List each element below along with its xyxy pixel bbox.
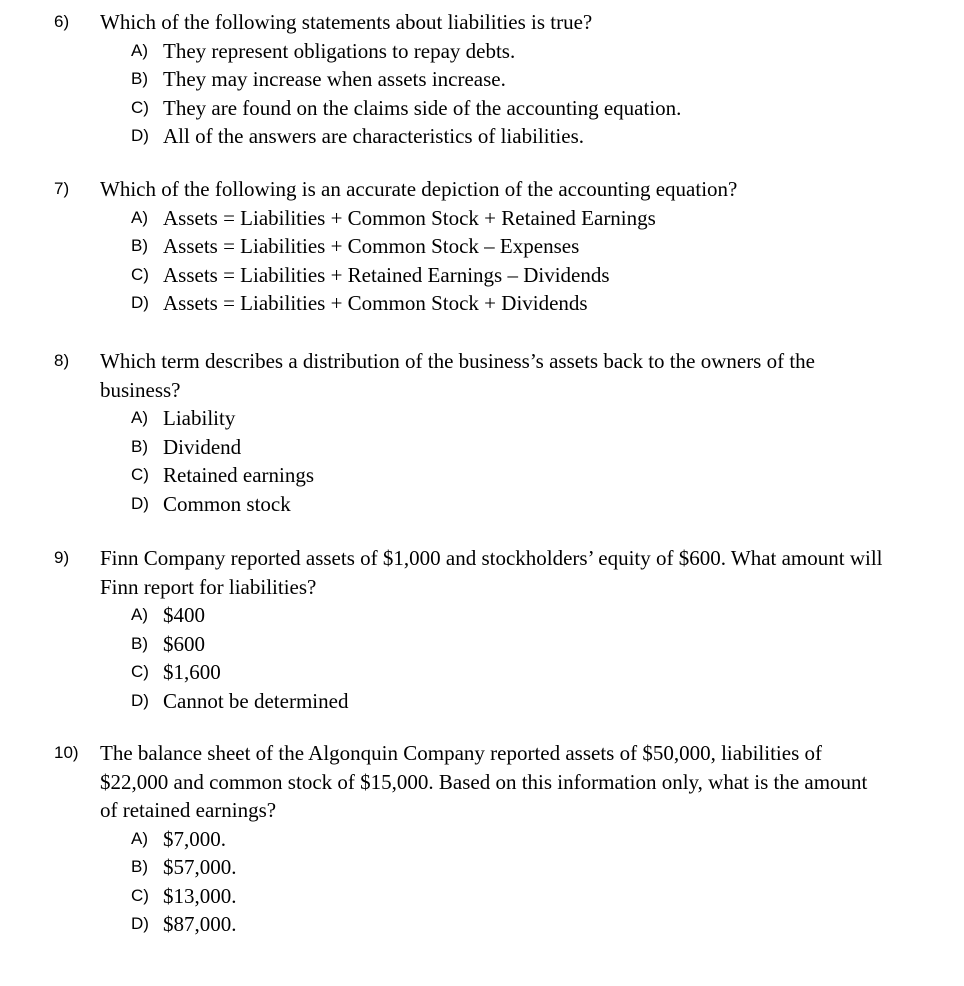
answer-option-b bbox=[54, 65, 914, 94]
question-number: 7) bbox=[54, 179, 70, 198]
option-letter: C) bbox=[131, 465, 149, 484]
question-number: 6) bbox=[54, 12, 70, 31]
option-text: $1,600 bbox=[163, 660, 221, 684]
answer-option-c bbox=[54, 461, 914, 490]
question-line-continued bbox=[54, 573, 914, 602]
answer-option-b bbox=[54, 630, 914, 659]
option-letter: D) bbox=[131, 914, 149, 933]
question-line bbox=[54, 739, 914, 768]
option-text: Assets = Liabilities + Common Stock + Retained Earnings bbox=[163, 205, 656, 230]
option-letter: A) bbox=[131, 828, 148, 848]
answer-option-a bbox=[54, 37, 914, 66]
question-text: The balance sheet of the Algonquin Company reported assets of $50,000, liabilities of bbox=[100, 741, 822, 765]
option-letter: B) bbox=[131, 857, 148, 876]
option-letter: C) bbox=[131, 264, 149, 284]
option-text: They are found on the claims side of the accounting equation. bbox=[163, 95, 682, 120]
answer-option-a bbox=[54, 204, 914, 233]
question-10 bbox=[54, 739, 914, 939]
option-text: Dividend bbox=[163, 434, 242, 459]
question-9 bbox=[54, 544, 914, 715]
option-text: $87,000. bbox=[163, 912, 237, 936]
option-letter: C) bbox=[131, 885, 149, 905]
option-letter: C) bbox=[131, 97, 149, 117]
option-letter: B) bbox=[131, 436, 148, 456]
option-text: $400 bbox=[163, 603, 205, 627]
question-text: Finn report for liabilities? bbox=[100, 574, 317, 599]
question-text: $22,000 and common stock of $15,000. Based on this information only, what is the amount bbox=[100, 769, 868, 794]
option-letter: C) bbox=[131, 662, 149, 681]
option-letter: D) bbox=[131, 493, 149, 513]
question-8 bbox=[54, 347, 914, 518]
question-number: 9) bbox=[54, 548, 70, 567]
question-line bbox=[54, 347, 914, 376]
answer-option-d bbox=[54, 687, 914, 716]
option-text: They represent obligations to repay debts. bbox=[163, 38, 516, 63]
answer-option-d bbox=[54, 289, 914, 318]
option-letter: A) bbox=[131, 605, 148, 624]
option-letter: A) bbox=[131, 40, 148, 60]
answer-option-d bbox=[54, 490, 914, 519]
question-6 bbox=[54, 8, 914, 151]
option-text: Assets = Liabilities + Retained Earnings – Dividends bbox=[163, 262, 610, 287]
option-letter: D) bbox=[131, 293, 149, 312]
option-text: Assets = Liabilities + Common Stock – Expenses bbox=[163, 234, 580, 258]
question-line-continued bbox=[54, 796, 914, 825]
option-text: $13,000. bbox=[163, 883, 237, 908]
answer-option-a bbox=[54, 601, 914, 630]
question-line-continued bbox=[54, 376, 914, 405]
question-text: Finn Company reported assets of $1,000 and stockholders’ equity of $600. What amount will bbox=[100, 546, 883, 570]
option-text: $7,000. bbox=[163, 826, 226, 851]
answer-option-c bbox=[54, 94, 914, 123]
question-text: business? bbox=[100, 377, 181, 402]
question-text: Which of the following statements about liabilities is true? bbox=[100, 10, 593, 34]
question-line bbox=[54, 175, 914, 204]
question-number: 10) bbox=[54, 743, 79, 762]
question-line-continued bbox=[54, 768, 914, 797]
answer-option-b bbox=[54, 853, 914, 882]
option-text: Liability bbox=[163, 406, 236, 430]
question-line bbox=[54, 8, 914, 37]
answer-option-b bbox=[54, 232, 914, 261]
option-letter: D) bbox=[131, 690, 149, 710]
question-text: of retained earnings? bbox=[100, 798, 277, 822]
option-text: All of the answers are characteristics of liabilities. bbox=[163, 124, 585, 148]
option-letter: A) bbox=[131, 408, 148, 427]
question-7 bbox=[54, 175, 914, 318]
question-text: Which of the following is an accurate depiction of the accounting equation? bbox=[100, 177, 738, 201]
option-letter: B) bbox=[131, 236, 148, 255]
option-text: Common stock bbox=[163, 491, 291, 516]
answer-option-c bbox=[54, 261, 914, 290]
option-letter: D) bbox=[131, 126, 149, 145]
option-letter: A) bbox=[131, 207, 148, 227]
option-letter: B) bbox=[131, 633, 148, 653]
answer-option-c bbox=[54, 658, 914, 687]
option-text: $600 bbox=[163, 631, 205, 656]
question-line bbox=[54, 544, 914, 573]
answer-option-a bbox=[54, 404, 914, 433]
option-letter: B) bbox=[131, 69, 148, 88]
option-text: $57,000. bbox=[163, 855, 237, 879]
question-number: 8) bbox=[54, 351, 70, 370]
answer-option-d bbox=[54, 122, 914, 151]
answer-option-b bbox=[54, 433, 914, 462]
answer-option-a bbox=[54, 825, 914, 854]
option-text: Cannot be determined bbox=[163, 688, 349, 713]
option-text: Retained earnings bbox=[163, 463, 315, 487]
answer-option-d bbox=[54, 910, 914, 939]
question-text: Which term describes a distribution of the business’s assets back to the owners of the bbox=[100, 349, 816, 373]
option-text: Assets = Liabilities + Common Stock + Dividends bbox=[163, 291, 588, 315]
answer-option-c bbox=[54, 882, 914, 911]
option-text: They may increase when assets increase. bbox=[163, 67, 506, 91]
